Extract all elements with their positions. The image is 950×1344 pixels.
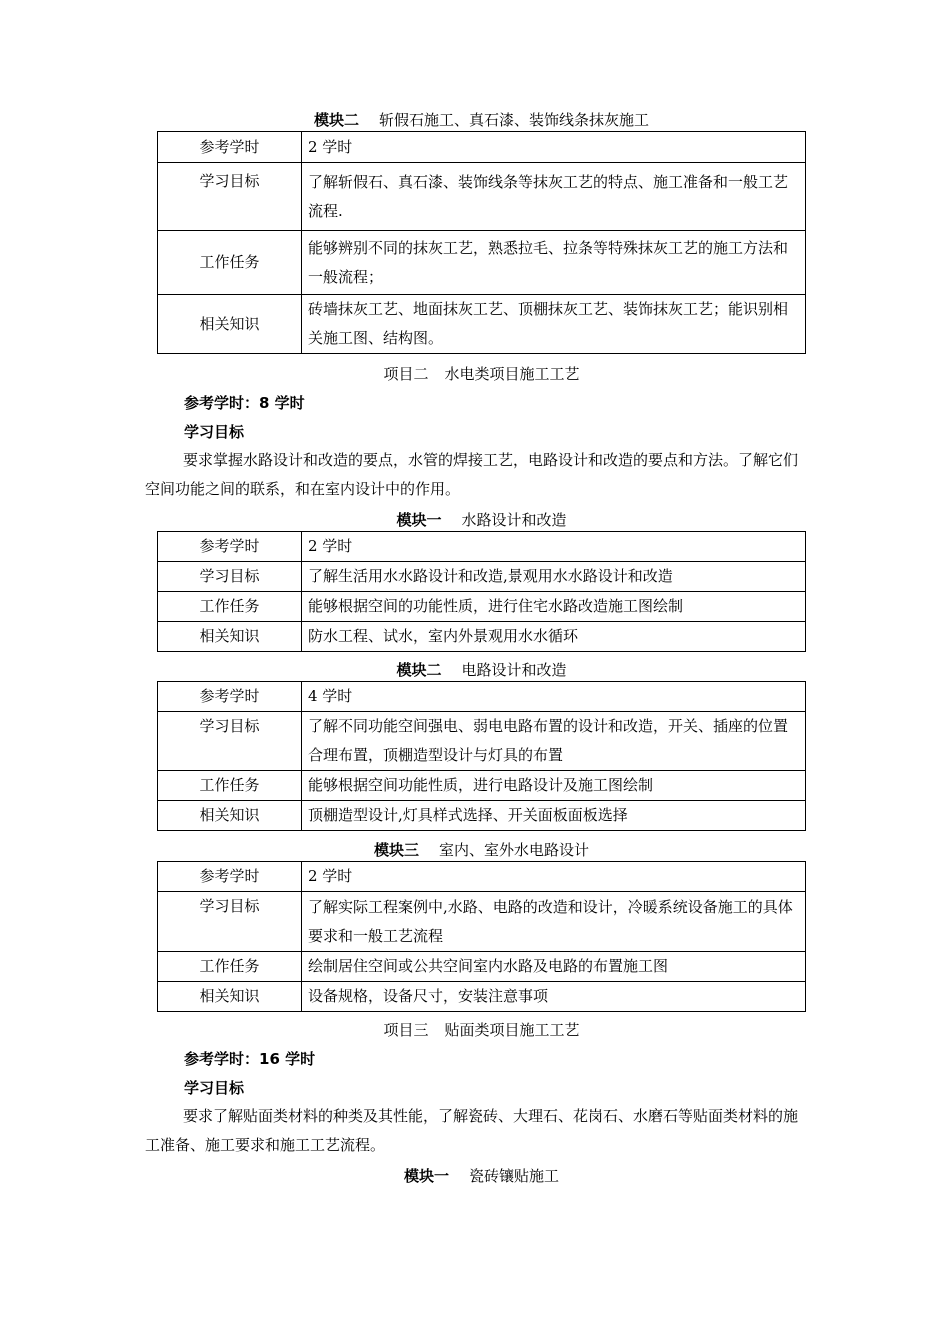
module-caption-plaster [157,110,806,130]
table-plaster-module [157,131,806,354]
module-label: 模块二 [313,111,359,129]
row-key: 学习目标 [158,892,302,952]
row-value: 顶棚造型设计,灯具样式选择、开关面板面板选择 [302,801,806,831]
project-heading-electric [157,364,806,384]
row-key: 参考学时 [158,682,302,712]
module-title: 室内、室外水电路设计 [439,841,590,859]
row-key: 工作任务 [158,592,302,622]
table-row [158,231,806,295]
project-title: 水电类项目施工工艺 [444,365,580,383]
project-heading-tiling [157,1020,806,1040]
table-row [158,592,806,622]
row-value: 防水工程、试水，室内外景观用水水循环 [302,622,806,652]
table-row [158,562,806,592]
row-value: 绘制居住空间或公共空间室内水路及电路的布置施工图 [302,952,806,982]
module-caption-indoor-outdoor [157,840,806,860]
row-key: 相关知识 [158,295,302,354]
module-title: 水路设计和改造 [461,511,567,529]
module-label: 模块三 [373,841,419,859]
table-row [158,892,806,952]
row-key: 参考学时 [158,532,302,562]
row-value: 砖墙抹灰工艺、地面抹灰工艺、顶棚抹灰工艺、装饰抹灰工艺；能识别相关施工图、结构图。 [302,295,806,354]
row-key: 工作任务 [158,952,302,982]
table-row [158,622,806,652]
row-value: 了解实际工程案例中,水路、电路的改造和设计，冷暖系统设备施工的具体要求和一般工艺流程 [302,892,806,952]
goal-heading: 学习目标 [184,423,245,441]
row-value: 了解斩假石、真石漆、装饰线条等抹灰工艺的特点、施工准备和一般工艺流程. [302,163,806,231]
row-value: 4 学时 [302,682,806,712]
reference-hours: 参考学时：8 学时 [184,394,305,412]
row-key: 工作任务 [158,771,302,801]
table-row [158,532,806,562]
table-row [158,132,806,163]
project-label: 项目三 [383,1021,429,1039]
row-key: 相关知识 [158,622,302,652]
table-row [158,982,806,1012]
project-label: 项目二 [383,365,429,383]
row-value: 2 学时 [302,132,806,163]
module-title: 瓷砖镶贴施工 [469,1167,560,1185]
row-key: 相关知识 [158,982,302,1012]
table-indoor-outdoor-module [157,861,806,1012]
module-title: 斩假石施工、真石漆、装饰线条抹灰施工 [379,111,650,129]
module-label: 模块一 [403,1167,449,1185]
row-value: 2 学时 [302,862,806,892]
goal-paragraph: 要求了解贴面类材料的种类及其性能，了解瓷砖、大理石、花岗石、水磨石等贴面类材料的施工准备、施工要求和施工工艺流程。 [145,1107,799,1154]
module-label: 模块二 [396,661,442,679]
row-key: 相关知识 [158,801,302,831]
project-title: 贴面类项目施工工艺 [444,1021,580,1039]
row-key: 工作任务 [158,231,302,295]
table-row [158,771,806,801]
table-row [158,712,806,771]
module-caption-water [157,510,806,530]
table-row [158,952,806,982]
table-row [158,682,806,712]
table-row [158,163,806,231]
row-value: 了解不同功能空间强电、弱电电路布置的设计和改造，开关、插座的位置合理布置，顶棚造型设计与灯具的布置 [302,712,806,771]
row-value: 了解生活用水水路设计和改造,景观用水水路设计和改造 [302,562,806,592]
row-value: 能够根据空间功能性质，进行电路设计及施工图绘制 [302,771,806,801]
row-key: 学习目标 [158,562,302,592]
table-electric-module [157,681,806,831]
table-row [158,862,806,892]
module-caption-electric [157,660,806,680]
row-value: 2 学时 [302,532,806,562]
row-key: 学习目标 [158,163,302,231]
table-row [158,295,806,354]
module-caption-tiling [157,1166,806,1186]
module-title: 电路设计和改造 [461,661,567,679]
table-water-module [157,531,806,652]
goal-paragraph: 要求掌握水路设计和改造的要点，水管的焊接工艺，电路设计和改造的要点和方法。了解它们空间功能之间的联系，和在室内设计中的作用。 [145,451,799,498]
row-key: 学习目标 [158,712,302,771]
row-value: 能够辨别不同的抹灰工艺，熟悉拉毛、拉条等特殊抹灰工艺的施工方法和一般流程； [302,231,806,295]
row-value: 能够根据空间的功能性质，进行住宅水路改造施工图绘制 [302,592,806,622]
goal-heading: 学习目标 [184,1079,245,1097]
row-key: 参考学时 [158,862,302,892]
table-row [158,801,806,831]
module-label: 模块一 [396,511,442,529]
reference-hours: 参考学时：16 学时 [184,1050,316,1068]
row-key: 参考学时 [158,132,302,163]
row-value: 设备规格，设备尺寸，安装注意事项 [302,982,806,1012]
